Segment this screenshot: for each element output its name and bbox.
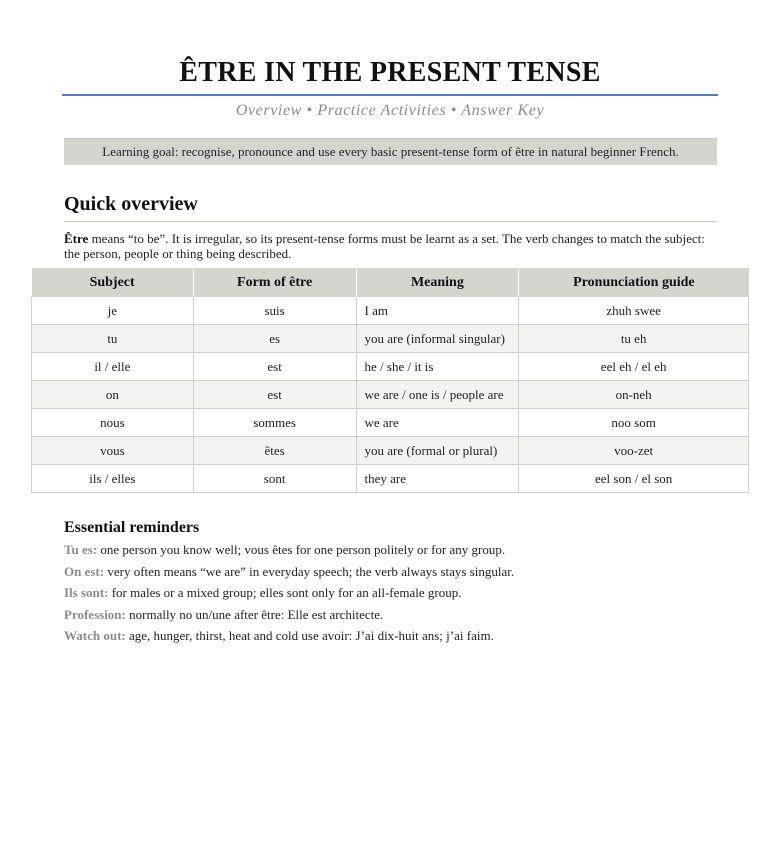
column-header-form: Form of être (193, 268, 356, 297)
form-cell: sommes (193, 409, 356, 437)
reminder-text: normally no un/une after être: Elle est architecte. (125, 606, 384, 622)
table-row (32, 381, 749, 409)
learning-goal-banner: Learning goal: recognise, pronounce and use every basic present-tense form of être in natural beginner French. (64, 138, 717, 165)
reminder-item (64, 584, 754, 606)
table-row (32, 465, 749, 493)
reminder-label: Watch out: (64, 628, 126, 644)
reminder-text: one person you know well; vous êtes for one person politely or for any group. (97, 542, 506, 557)
intro-text: means “to be”. It is irregular, so its present-tense forms must be learnt as a set. The verb changes to match the subject: the person, people or thing being described. (64, 231, 705, 261)
section-title-quick-overview: Quick overview (64, 193, 198, 215)
reminder-item (64, 606, 754, 628)
reminder-label: Profession: (64, 606, 126, 622)
table-row (32, 437, 749, 465)
reminder-item (64, 627, 754, 649)
reminder-text: age, hunger, thirst, heat and cold use avoir: J’ai dix-huit ans; j’ai faim. (125, 628, 494, 644)
pronunciation-cell: eel eh / el eh (519, 353, 749, 381)
section-title-essential-reminders: Essential reminders (64, 519, 200, 536)
reminder-text: very often means “we are” in everyday speech; the verb always stays singular. (104, 563, 515, 579)
title-divider (62, 94, 718, 96)
table-row (32, 353, 749, 381)
reminder-label: On est: (64, 563, 105, 579)
pronunciation-cell: on-neh (519, 381, 749, 409)
form-cell: sont (193, 465, 356, 493)
page-subtitle: Overview • Practice Activities • Answer Key (235, 102, 545, 119)
column-header-subject: Subject (32, 268, 194, 297)
reminder-item (64, 563, 754, 585)
overview-intro-paragraph (64, 231, 714, 261)
intro-bold-term: Être (64, 231, 89, 246)
subject-cell: ils / elles (32, 465, 194, 493)
pronunciation-cell: eel son / el son (519, 465, 749, 493)
form-cell: est (193, 381, 356, 409)
pronunciation-cell: tu eh (519, 325, 749, 353)
subject-cell: on (32, 381, 194, 409)
table-row (32, 297, 749, 325)
reminder-label: Ils sont: (64, 585, 109, 601)
meaning-cell: I am (356, 297, 519, 325)
pronunciation-cell: voo-zet (519, 437, 749, 465)
table-header-row (32, 268, 749, 297)
form-cell: es (193, 325, 356, 353)
meaning-cell: you are (formal or plural) (356, 437, 519, 465)
reminders-list (64, 541, 754, 649)
meaning-cell: we are (356, 409, 519, 437)
table-row (32, 325, 749, 353)
form-cell: suis (193, 297, 356, 325)
pronunciation-cell: noo som (519, 409, 749, 437)
subject-cell: nous (32, 409, 194, 437)
meaning-cell: they are (356, 465, 519, 493)
section-divider (64, 221, 717, 222)
meaning-cell: you are (informal singular) (356, 325, 519, 353)
conjugation-table (31, 268, 749, 493)
column-header-meaning: Meaning (356, 268, 519, 297)
meaning-cell: we are / one is / people are (356, 381, 519, 409)
reminder-item (64, 541, 754, 563)
subject-cell: tu (32, 325, 194, 353)
subject-cell: je (32, 297, 194, 325)
page-title: ÊTRE IN THE PRESENT TENSE (179, 57, 601, 88)
subject-cell: il / elle (32, 353, 194, 381)
form-cell: est (193, 353, 356, 381)
subject-cell: vous (32, 437, 194, 465)
form-cell: êtes (193, 437, 356, 465)
column-header-pronunciation: Pronunciation guide (519, 268, 749, 297)
table-row (32, 409, 749, 437)
meaning-cell: he / she / it is (356, 353, 519, 381)
reminder-text: for males or a mixed group; elles sont only for an all-female group. (108, 585, 462, 601)
reminder-label: Tu es: (64, 542, 98, 557)
pronunciation-cell: zhuh swee (519, 297, 749, 325)
